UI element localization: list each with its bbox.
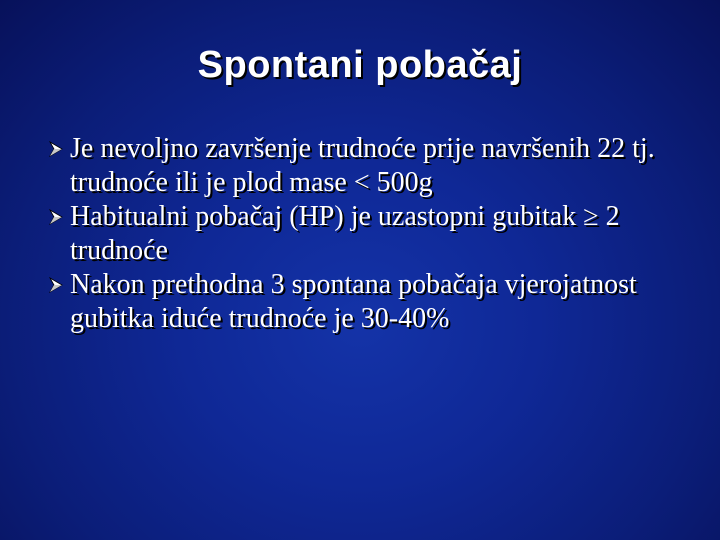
arrow-bullet-icon	[48, 277, 64, 293]
bullet-text: Nakon prethodna 3 spontana pobačaja vjerojatnost gubitka iduće trudnoće je 30-40%	[70, 269, 637, 334]
bullet-text: Habitualni pobačaj (HP) je uzastopni gubitak ≥ 2 trudnoće	[70, 201, 620, 266]
bullet-item	[48, 200, 688, 268]
bullet-text: Je nevoljno završenje trudnoće prije navršenih 22 tj. trudnoće ili je plod mase < 500g	[70, 133, 655, 198]
arrow-bullet-icon	[48, 209, 64, 225]
arrow-bullet-icon	[48, 141, 64, 157]
bullet-list	[48, 132, 688, 336]
bullet-item	[48, 268, 688, 336]
slide-title: Spontani pobačaj	[197, 44, 523, 86]
bullet-item	[48, 132, 688, 200]
